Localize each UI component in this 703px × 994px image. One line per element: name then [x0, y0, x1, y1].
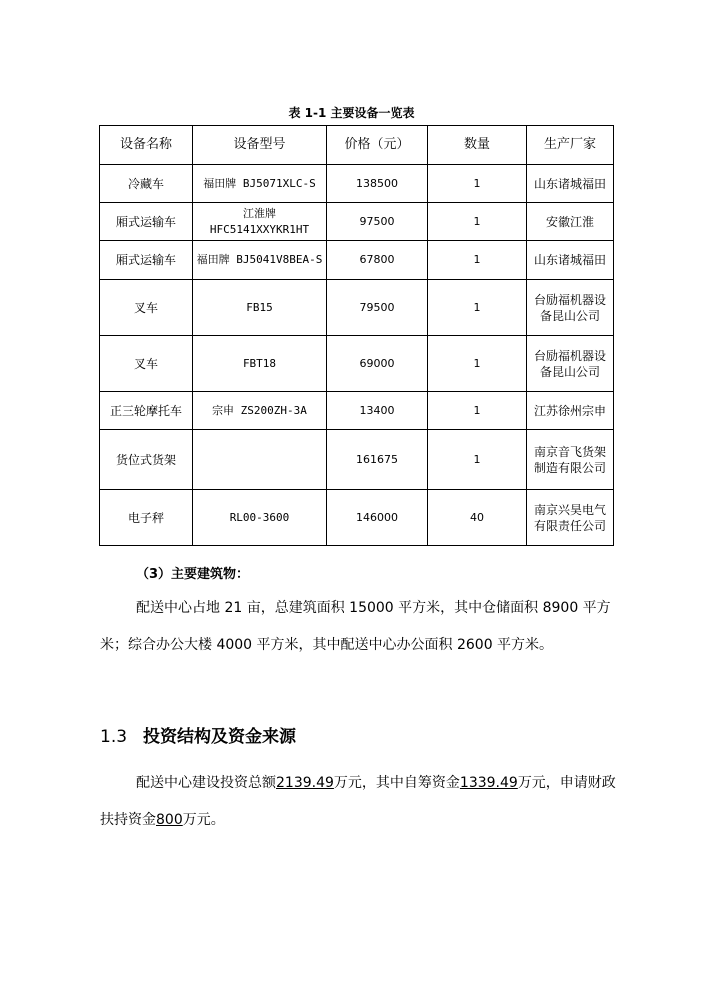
section-title: 投资结构及资金来源 — [143, 727, 297, 747]
cell-qty: 1 — [428, 392, 527, 430]
cell-maker: 安徽江淮 — [527, 203, 614, 241]
table-row — [100, 241, 614, 280]
table-row — [100, 165, 614, 203]
cell-qty: 1 — [428, 430, 527, 490]
cell-name: 厢式运输车 — [100, 241, 193, 280]
header-name: 设备名称 — [100, 126, 193, 165]
cell-name: 冷藏车 — [100, 165, 193, 203]
cell-maker: 山东诸城福田 — [527, 165, 614, 203]
table-row — [100, 490, 614, 546]
cell-qty: 1 — [428, 165, 527, 203]
cell-name: 货位式货架 — [100, 430, 193, 490]
header-model: 设备型号 — [193, 126, 327, 165]
investment-text-3: 万元，申请财政扶持资金 — [100, 775, 616, 828]
table-caption: 表 1-1 主要设备一览表 — [288, 106, 415, 120]
cell-model: FB15 — [193, 280, 327, 336]
header-maker: 生产厂家 — [527, 126, 614, 165]
cell-name: 电子秤 — [100, 490, 193, 546]
cell-price: 146000 — [327, 490, 428, 546]
cell-price: 138500 — [327, 165, 428, 203]
cell-qty: 1 — [428, 241, 527, 280]
cell-maker: 南京音飞货架制造有限公司 — [527, 430, 614, 490]
investment-text-2: 万元，其中自筹资金 — [333, 775, 460, 791]
subsidy-funds: 800 — [156, 812, 183, 828]
cell-model: FBT18 — [193, 336, 327, 392]
cell-model — [193, 430, 327, 490]
cell-model: 宗申 ZS200ZH-3A — [193, 392, 327, 430]
section-3-title: （3）主要建筑物： — [136, 567, 250, 582]
header-price: 价格（元） — [327, 126, 428, 165]
section-3-body: 配送中心占地 21 亩，总建筑面积 15000 平方米，其中仓储面积 8900 平方米；综合办公大楼 4000 平方米，其中配送中心办公面积 2600 平方米。 — [100, 600, 611, 653]
table-row — [100, 336, 614, 392]
cell-maker: 山东诸城福田 — [527, 241, 614, 280]
cell-name: 厢式运输车 — [100, 203, 193, 241]
cell-price: 69000 — [327, 336, 428, 392]
table-row — [100, 392, 614, 430]
investment-text-4: 万元。 — [182, 812, 225, 828]
cell-maker: 江苏徐州宗申 — [527, 392, 614, 430]
cell-price: 79500 — [327, 280, 428, 336]
cell-maker: 南京兴昊电气有限责任公司 — [527, 490, 614, 546]
header-qty: 数量 — [428, 126, 527, 165]
cell-maker: 台励福机器设备昆山公司 — [527, 336, 614, 392]
cell-name: 叉车 — [100, 280, 193, 336]
equipment-table — [99, 125, 614, 546]
cell-model: 福田牌 BJ5071XLC-S — [193, 165, 327, 203]
cell-model: RL00-3600 — [193, 490, 327, 546]
table-header-row — [100, 126, 614, 165]
cell-qty: 1 — [428, 336, 527, 392]
cell-qty: 40 — [428, 490, 527, 546]
investment-paragraph — [100, 765, 620, 839]
cell-qty: 1 — [428, 280, 527, 336]
table-row — [100, 280, 614, 336]
section-number: 1.3 — [100, 727, 128, 747]
cell-model: 福田牌 BJ5041V8BEA-S — [193, 241, 327, 280]
cell-price: 97500 — [327, 203, 428, 241]
cell-name: 正三轮摩托车 — [100, 392, 193, 430]
self-raised-funds: 1339.49 — [459, 775, 518, 791]
investment-text-1: 配送中心建设投资总额 — [136, 775, 276, 791]
cell-model: 江淮牌 HFC5141XXYKR1HT — [193, 203, 327, 241]
total-investment: 2139.49 — [276, 775, 334, 791]
cell-price: 67800 — [327, 241, 428, 280]
cell-price: 13400 — [327, 392, 428, 430]
section-1-3-heading — [100, 722, 296, 747]
cell-name: 叉车 — [100, 336, 193, 392]
table-row — [100, 430, 614, 490]
cell-qty: 1 — [428, 203, 527, 241]
cell-price: 161675 — [327, 430, 428, 490]
cell-maker: 台励福机器设备昆山公司 — [527, 280, 614, 336]
table-row — [100, 203, 614, 241]
